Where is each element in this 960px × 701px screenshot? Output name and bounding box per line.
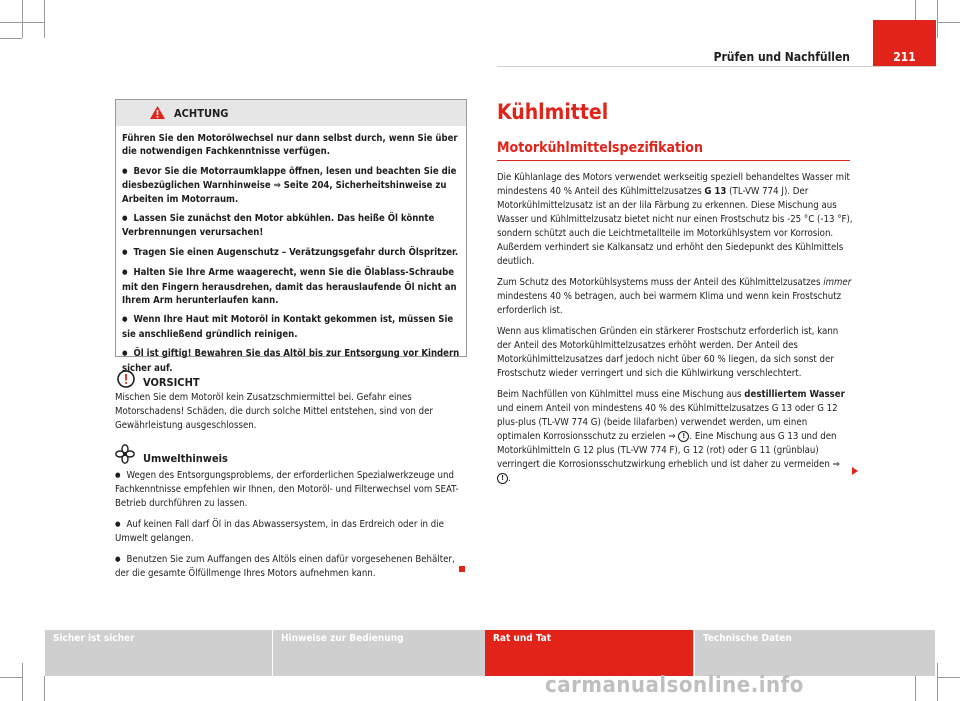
continue-arrow-icon <box>852 467 858 475</box>
coolant-paragraph: Wenn aus klimatischen Gründen ein stärkerer Frostschutz erforderlich ist, kann der Anteil des Motorkühlmittelzusatzes erhöht werden. Der Anteil des Motorkühlmittelzusatzes darf jedoch nicht über 60 % liegen, da sich sonst der Frostschutz wieder verringert und sich die Kühlwirkung verschlechtert. <box>497 326 839 379</box>
crop-mark <box>44 676 45 701</box>
warning-triangle-icon <box>149 105 166 120</box>
crop-mark <box>0 22 45 23</box>
coolant-paragraph: Beim Nachfüllen von Kühlmittel muss eine Mischung aus destilliertem Wasser und einem Anteil von mindestens 40 % des Kühlmittelzusatzes G 13 oder G 12 plus-plus (TL-VW 774 G) (beide lilafarben) verwendet werden, um einen optimalen Korrosionsschutz zu erzielen ⇒ ! . Eine Mischung aus G 13 und den Motorkühlmitteln G 12 plus (TL-VW 774 F), G 12 (rot) oder G 11 (grünblau) verringert die Korrosionsschutzwirkung erheblich und ist daher zu vermeiden ⇒ ! . <box>497 389 845 484</box>
environment-item: ● Wegen des Entsorgungsproblems, der erforderlichen Spezialwerkzeuge und Fachkenntnisse empfehlen wir Ihnen, den Motoröl- und Filterwechsel vom SEAT-Betrieb durchführen zu lassen. <box>115 469 467 511</box>
crop-mark <box>22 0 23 38</box>
environment-item: ● Benutzen Sie zum Auffangen des Altöls einen dafür vorgesehenen Behälter, der die gesamte Ölfüllmenge Ihres Motors aufnehmen kann. <box>115 553 467 581</box>
page-number: 211 <box>893 50 916 64</box>
coolant-text <box>497 171 853 493</box>
page-title: Prüfen und Nachfüllen <box>713 50 850 64</box>
environment-flower-icon <box>115 444 135 464</box>
warning-item: ● Öl ist giftig! Bewahren Sie das Altöl bis zur Entsorgung vor Kindern sicher auf. <box>122 347 460 375</box>
footer-nav <box>45 630 935 676</box>
footer-tab-bedienung[interactable]: Hinweise zur Bedienung <box>272 630 493 676</box>
crop-mark <box>938 22 960 23</box>
crop-mark <box>915 676 916 701</box>
crop-mark <box>44 0 45 38</box>
caution-reference-icon[interactable]: ! <box>678 431 689 442</box>
section-end-marker <box>459 566 465 572</box>
crop-mark <box>0 38 22 39</box>
caution-circle-icon <box>117 370 135 388</box>
coolant-paragraph: Die Kühlanlage des Motors verwendet werkseitig speziell behandeltes Wasser mit mindestens 40 % Anteil des Kühlmittelzusatzes G 13 (TL-VW 774 J). Der Motorkühlmittelzusatz ist an der lila Färbung zu erkennen. Diese Mischung aus Wasser und Kühlmittelzusatz bietet nicht nur einen Frostschutz bis -25 °C (-13 °F), sondern schützt auch die Leichtmetallteile im Motorkühlsystem vor Korrosion. Außerdem verhindert sie Kalkansatz und erhöht den Siedepunkt des Kühlmittels deutlich. <box>497 172 853 267</box>
caution-text <box>115 391 467 440</box>
warning-box <box>115 99 467 374</box>
caution-reference-icon[interactable]: ! <box>497 473 508 484</box>
environment-list <box>115 469 467 588</box>
environment-item: ● Auf keinen Fall darf Öl in das Abwassersystem, in das Erdreich oder in die Umwelt gelangen. <box>115 518 467 546</box>
crop-mark <box>937 663 938 701</box>
warning-body <box>116 126 466 375</box>
warning-item: ● Wenn Ihre Haut mit Motoröl in Kontakt gekommen ist, müssen Sie sie anschließend gründlich reinigen. <box>122 313 460 341</box>
subsection-heading: Motorkühlmittelspezifikation <box>497 140 850 161</box>
caution-paragraph: Mischen Sie dem Motoröl kein Zusatzschmiermittel bei. Gefahr eines Motorschadens! Schäden, die durch solche Mittel entstehen, sind von der Gewährleistung ausgeschlossen. <box>115 392 433 431</box>
warning-item: ● Bevor Sie die Motorraumklappe öffnen, lesen und beachten Sie die diesbezüglichen Warnhinweise ⇒ Seite 204, Sicherheitshinweise zu Arbeiten im Motorraum. <box>122 165 460 206</box>
caution-label: VORSICHT <box>143 376 200 389</box>
footer-tab-rat-und-tat[interactable]: Rat und Tat <box>485 630 693 676</box>
crop-mark <box>0 677 22 678</box>
page-number-tab <box>873 20 936 66</box>
watermark: carmanualsonline.info <box>545 673 804 698</box>
warning-header <box>116 100 466 126</box>
warning-item: ● Lassen Sie zunächst den Motor abkühlen. Das heiße Öl könnte Verbrennungen verursachen! <box>122 212 460 240</box>
footer-tab-technische-daten[interactable]: Technische Daten <box>694 630 935 676</box>
header-rule <box>497 66 936 67</box>
crop-mark <box>915 0 916 20</box>
environment-label: Umwelthinweis <box>143 452 228 465</box>
section-heading: Kühlmittel <box>497 100 609 124</box>
warning-item: ● Halten Sie Ihre Arme waagerecht, wenn Sie die Ölablass-Schraube mit den Fingern herausdrehen, damit das herauslaufende Öl nicht an Ihrem Arm herunterlaufen kann. <box>122 266 460 307</box>
warning-item: ● Tragen Sie einen Augenschutz – Verätzungsgefahr durch Ölspritzer. <box>122 246 460 260</box>
warning-label: ACHTUNG <box>174 107 229 120</box>
warning-item: Führen Sie den Motorölwechsel nur dann selbst durch, wenn Sie über die notwendigen Fachkenntnisse verfügen. <box>122 133 458 158</box>
crop-mark <box>22 663 23 701</box>
crop-mark <box>938 677 960 678</box>
crop-mark <box>937 0 938 38</box>
footer-tab-sicher[interactable]: Sicher ist sicher <box>53 633 135 644</box>
coolant-paragraph: Zum Schutz des Motorkühlsystems muss der Anteil des Kühlmittelzusatzes immer mindestens 40 % betragen, auch bei warmem Klima und wenn kein Frostschutz erforderlich ist. <box>497 277 852 316</box>
